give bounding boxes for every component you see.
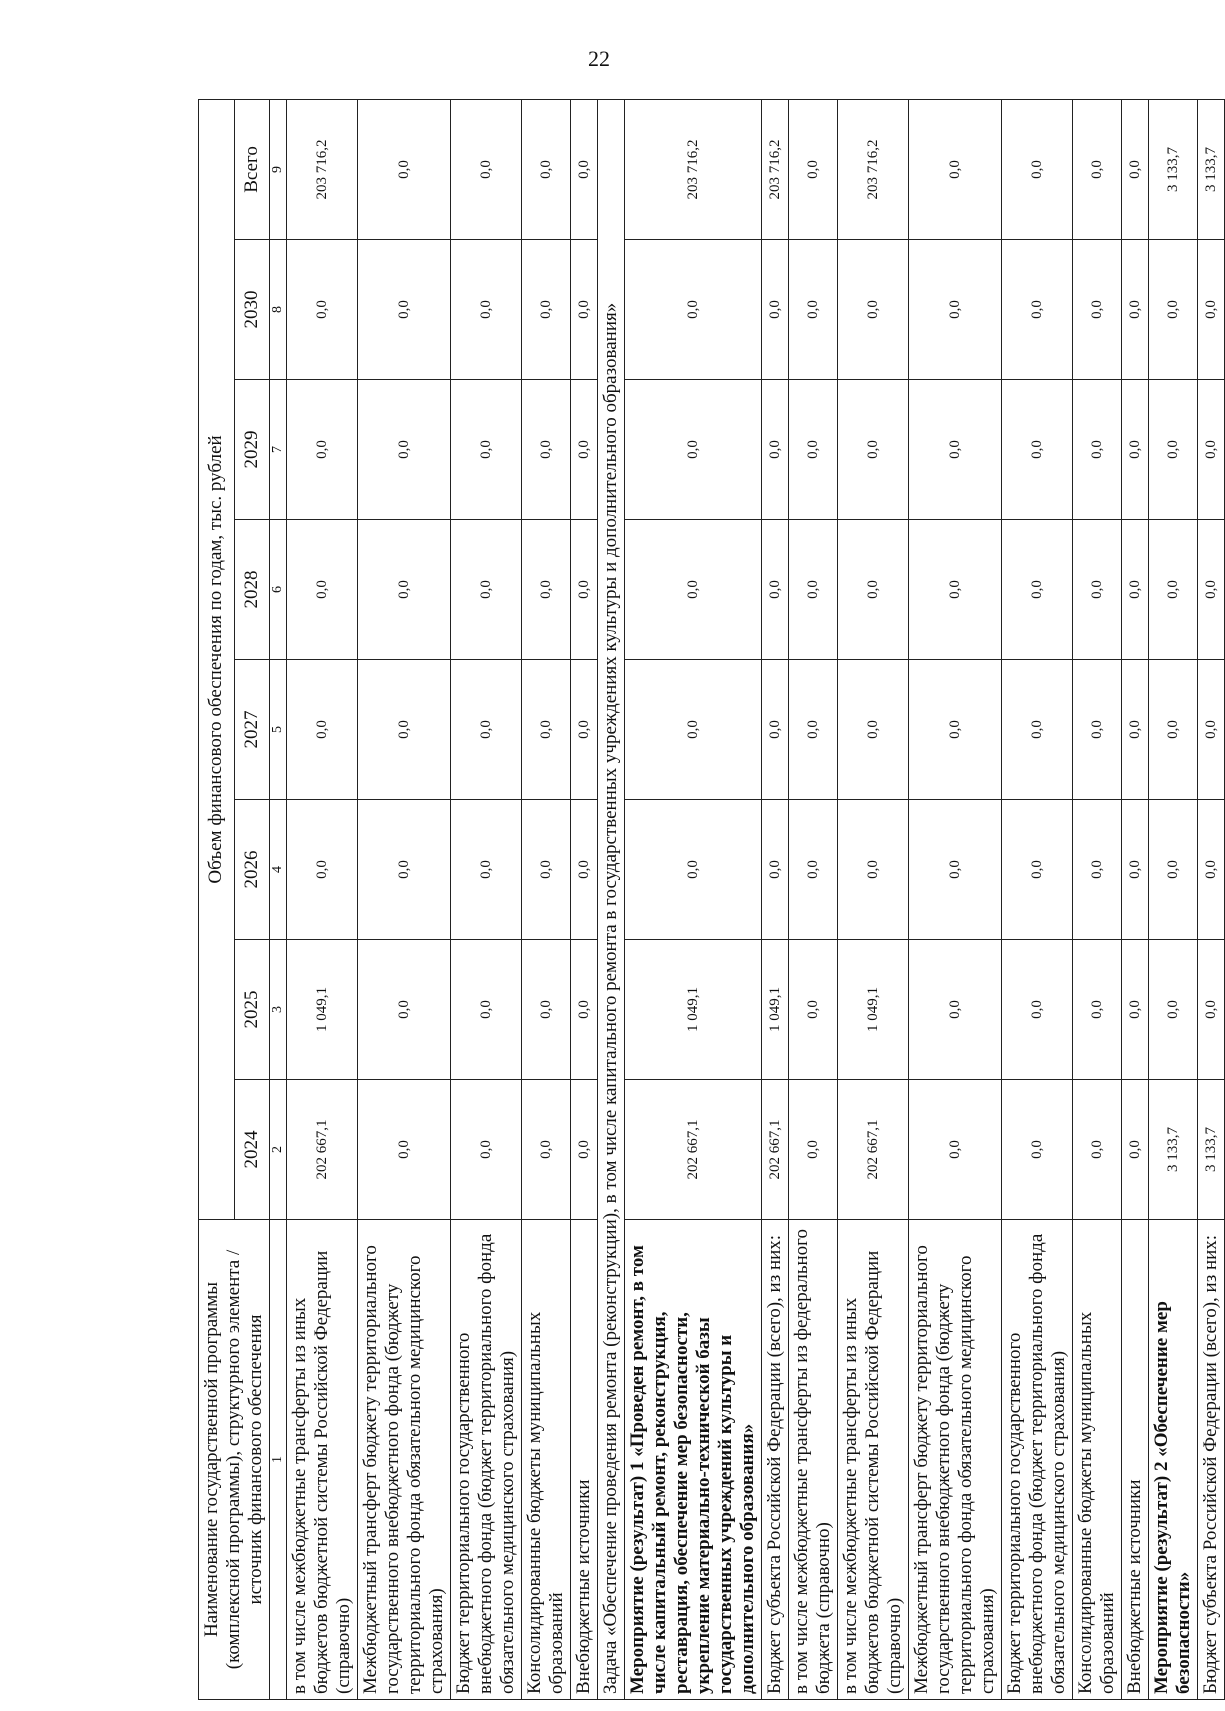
table-row bbox=[451, 99, 522, 1699]
total-cell: 3 133,7 bbox=[1149, 99, 1198, 239]
row-name: Внебюджетные источники bbox=[571, 1220, 598, 1700]
value-cell: 0,0 bbox=[762, 520, 789, 660]
value-cell: 0,0 bbox=[522, 1080, 571, 1220]
row-name: в том числе межбюджетные трансферты из иных бюджетов бюджетной системы Российской Федерации (справочно) bbox=[287, 1220, 358, 1700]
page-number: 22 bbox=[588, 46, 610, 71]
value-cell: 0,0 bbox=[571, 1080, 598, 1220]
value-cell: 0,0 bbox=[1073, 380, 1122, 520]
value-cell: 0,0 bbox=[1198, 660, 1225, 800]
value-cell: 0,0 bbox=[1073, 800, 1122, 940]
header-volume: Объем финансового обеспечения по годам, тыс. рублей bbox=[199, 99, 235, 1219]
value-cell: 0,0 bbox=[1122, 1080, 1149, 1220]
value-cell: 0,0 bbox=[1149, 940, 1198, 1080]
header-year: 2029 bbox=[234, 380, 270, 520]
header-year: 2026 bbox=[234, 800, 270, 940]
value-cell: 0,0 bbox=[1073, 240, 1122, 380]
value-cell: 0,0 bbox=[358, 660, 451, 800]
header-year: 2030 bbox=[234, 240, 270, 380]
header-name: Наименование государственной программы (комплексной программы), структурного элемента / источник финансового обеспечения bbox=[199, 1220, 270, 1700]
table-row bbox=[287, 99, 358, 1699]
value-cell: 0,0 bbox=[909, 800, 1002, 940]
value-cell: 202 667,1 bbox=[625, 1080, 762, 1220]
task-cell: Задача «Обеспечение проведения ремонта (реконструкции), в том числе капитального ремонта в государственных учреждениях культуры и дополнительного образования» bbox=[598, 99, 625, 1699]
total-cell: 0,0 bbox=[358, 99, 451, 239]
row-name: в том числе межбюджетные трансферты из федерального бюджета (справочно) bbox=[789, 1220, 838, 1700]
value-cell: 0,0 bbox=[1073, 1080, 1122, 1220]
value-cell: 0,0 bbox=[789, 380, 838, 520]
value-cell: 0,0 bbox=[1002, 520, 1073, 660]
value-cell: 202 667,1 bbox=[762, 1080, 789, 1220]
financing-table bbox=[198, 99, 1225, 1700]
value-cell: 0,0 bbox=[838, 660, 909, 800]
value-cell: 0,0 bbox=[838, 520, 909, 660]
table-row bbox=[1002, 99, 1073, 1699]
value-cell: 0,0 bbox=[451, 660, 522, 800]
value-cell: 0,0 bbox=[1073, 520, 1122, 660]
value-cell: 202 667,1 bbox=[287, 1080, 358, 1220]
value-cell: 0,0 bbox=[522, 940, 571, 1080]
value-cell: 0,0 bbox=[522, 660, 571, 800]
value-cell: 0,0 bbox=[571, 380, 598, 520]
value-cell: 0,0 bbox=[1002, 660, 1073, 800]
column-number: 3 bbox=[270, 940, 287, 1080]
header-year: 2025 bbox=[234, 940, 270, 1080]
value-cell: 0,0 bbox=[909, 660, 1002, 800]
row-name: Межбюджетный трансферт бюджету территориального государственного внебюджетного фонда (бюджету территориального фонда обязательного медицинского страхования) bbox=[909, 1220, 1002, 1700]
value-cell: 1 049,1 bbox=[287, 940, 358, 1080]
value-cell: 0,0 bbox=[789, 520, 838, 660]
value-cell: 0,0 bbox=[1122, 520, 1149, 660]
value-cell: 0,0 bbox=[1149, 520, 1198, 660]
value-cell: 0,0 bbox=[451, 1080, 522, 1220]
total-cell: 203 716,2 bbox=[762, 99, 789, 239]
total-cell: 0,0 bbox=[789, 99, 838, 239]
column-number: 9 bbox=[270, 99, 287, 239]
row-name: в том числе межбюджетные трансферты из иных бюджетов бюджетной системы Российской Федерации (справочно) bbox=[838, 1220, 909, 1700]
value-cell: 0,0 bbox=[1198, 520, 1225, 660]
total-cell: 0,0 bbox=[1002, 99, 1073, 239]
value-cell: 0,0 bbox=[451, 940, 522, 1080]
value-cell: 0,0 bbox=[625, 660, 762, 800]
table-row bbox=[1149, 99, 1198, 1699]
column-number: 4 bbox=[270, 800, 287, 940]
value-cell: 0,0 bbox=[1122, 940, 1149, 1080]
rotated-table-container bbox=[198, 100, 1221, 1700]
column-number: 6 bbox=[270, 520, 287, 660]
value-cell: 0,0 bbox=[571, 240, 598, 380]
value-cell: 0,0 bbox=[625, 520, 762, 660]
row-name: Консолидированные бюджеты муниципальных образований bbox=[1073, 1220, 1122, 1700]
value-cell: 0,0 bbox=[358, 800, 451, 940]
value-cell: 0,0 bbox=[522, 800, 571, 940]
table-row bbox=[571, 99, 598, 1699]
value-cell: 1 049,1 bbox=[838, 940, 909, 1080]
value-cell: 0,0 bbox=[287, 240, 358, 380]
value-cell: 0,0 bbox=[522, 380, 571, 520]
value-cell: 0,0 bbox=[522, 520, 571, 660]
header-year: 2027 bbox=[234, 660, 270, 800]
value-cell: 0,0 bbox=[838, 240, 909, 380]
value-cell: 0,0 bbox=[1149, 380, 1198, 520]
header-year: 2028 bbox=[234, 520, 270, 660]
table-row bbox=[838, 99, 909, 1699]
table-row bbox=[789, 99, 838, 1699]
value-cell: 0,0 bbox=[1198, 800, 1225, 940]
value-cell: 0,0 bbox=[287, 660, 358, 800]
row-name: Мероприятие (результат) 2 «Обеспечение мер безопасности» bbox=[1149, 1220, 1198, 1700]
value-cell: 0,0 bbox=[1149, 660, 1198, 800]
value-cell: 0,0 bbox=[625, 240, 762, 380]
value-cell: 0,0 bbox=[1198, 240, 1225, 380]
table-row bbox=[522, 99, 571, 1699]
value-cell: 0,0 bbox=[789, 1080, 838, 1220]
value-cell: 0,0 bbox=[358, 940, 451, 1080]
value-cell: 0,0 bbox=[1149, 240, 1198, 380]
value-cell: 0,0 bbox=[1002, 940, 1073, 1080]
value-cell: 0,0 bbox=[1149, 800, 1198, 940]
row-name: Бюджет территориального государственного внебюджетного фонда (бюджет территориального фонда обязательного медицинского страхования) bbox=[1002, 1220, 1073, 1700]
value-cell: 0,0 bbox=[451, 240, 522, 380]
value-cell: 0,0 bbox=[909, 940, 1002, 1080]
row-name: Межбюджетный трансферт бюджету территориального государственного внебюджетного фонда (бюджету территориального фонда обязательного медицинского страхования) bbox=[358, 1220, 451, 1700]
value-cell: 0,0 bbox=[625, 380, 762, 520]
value-cell: 0,0 bbox=[1122, 380, 1149, 520]
row-name: Бюджет территориального государственного внебюджетного фонда (бюджет территориального фонда обязательного медицинского страхования) bbox=[451, 1220, 522, 1700]
value-cell: 1 049,1 bbox=[625, 940, 762, 1080]
column-number: 7 bbox=[270, 380, 287, 520]
value-cell: 0,0 bbox=[1073, 660, 1122, 800]
row-name: Консолидированные бюджеты муниципальных образований bbox=[522, 1220, 571, 1700]
total-cell: 0,0 bbox=[571, 99, 598, 239]
value-cell: 202 667,1 bbox=[838, 1080, 909, 1220]
value-cell: 0,0 bbox=[287, 520, 358, 660]
value-cell: 0,0 bbox=[909, 240, 1002, 380]
column-number: 2 bbox=[270, 1080, 287, 1220]
value-cell: 0,0 bbox=[762, 660, 789, 800]
row-name: Бюджет субъекта Российской Федерации (всего), из них: bbox=[1198, 1220, 1225, 1700]
value-cell: 0,0 bbox=[571, 520, 598, 660]
total-cell: 0,0 bbox=[451, 99, 522, 239]
value-cell: 0,0 bbox=[571, 800, 598, 940]
table-row bbox=[909, 99, 1002, 1699]
value-cell: 0,0 bbox=[909, 1080, 1002, 1220]
value-cell: 0,0 bbox=[571, 660, 598, 800]
value-cell: 0,0 bbox=[789, 940, 838, 1080]
total-cell: 0,0 bbox=[1073, 99, 1122, 239]
value-cell: 0,0 bbox=[1198, 940, 1225, 1080]
value-cell: 0,0 bbox=[789, 240, 838, 380]
value-cell: 0,0 bbox=[358, 240, 451, 380]
value-cell: 0,0 bbox=[451, 520, 522, 660]
value-cell: 0,0 bbox=[909, 520, 1002, 660]
value-cell: 1 049,1 bbox=[762, 940, 789, 1080]
value-cell: 0,0 bbox=[762, 380, 789, 520]
row-name: Бюджет субъекта Российской Федерации (всего), из них: bbox=[762, 1220, 789, 1700]
total-cell: 0,0 bbox=[1122, 99, 1149, 239]
value-cell: 0,0 bbox=[838, 380, 909, 520]
row-name: Мероприятие (результат) 1 «Проведен ремонт, в том числе капитальный ремонт, реконструкция, реставрация, обеспечение мер безопасности, укрепление материально-технической базы государственных учреждений культуры и дополнительного образования» bbox=[625, 1220, 762, 1700]
table-row bbox=[358, 99, 451, 1699]
value-cell: 0,0 bbox=[451, 800, 522, 940]
value-cell: 0,0 bbox=[1002, 800, 1073, 940]
table-row bbox=[625, 99, 762, 1699]
value-cell: 0,0 bbox=[358, 380, 451, 520]
value-cell: 0,0 bbox=[358, 1080, 451, 1220]
header-total: Всего bbox=[234, 99, 270, 239]
total-cell: 203 716,2 bbox=[625, 99, 762, 239]
column-number: 8 bbox=[270, 240, 287, 380]
task-row bbox=[598, 99, 625, 1699]
value-cell: 0,0 bbox=[625, 800, 762, 940]
total-cell: 203 716,2 bbox=[287, 99, 358, 239]
table-body bbox=[287, 99, 1225, 1699]
value-cell: 0,0 bbox=[1122, 240, 1149, 380]
value-cell: 0,0 bbox=[1122, 660, 1149, 800]
value-cell: 0,0 bbox=[571, 940, 598, 1080]
value-cell: 0,0 bbox=[838, 800, 909, 940]
value-cell: 0,0 bbox=[1073, 940, 1122, 1080]
value-cell: 0,0 bbox=[1002, 1080, 1073, 1220]
total-cell: 3 133,7 bbox=[1198, 99, 1225, 239]
value-cell: 0,0 bbox=[789, 660, 838, 800]
value-cell: 0,0 bbox=[287, 380, 358, 520]
value-cell: 3 133,7 bbox=[1198, 1080, 1225, 1220]
value-cell: 0,0 bbox=[451, 380, 522, 520]
value-cell: 0,0 bbox=[762, 800, 789, 940]
value-cell: 0,0 bbox=[358, 520, 451, 660]
table-row bbox=[1073, 99, 1122, 1699]
value-cell: 0,0 bbox=[762, 240, 789, 380]
table-row bbox=[1122, 99, 1149, 1699]
header-year: 2024 bbox=[234, 1080, 270, 1220]
value-cell: 0,0 bbox=[1002, 240, 1073, 380]
value-cell: 0,0 bbox=[909, 380, 1002, 520]
column-number: 5 bbox=[270, 660, 287, 800]
total-cell: 203 716,2 bbox=[838, 99, 909, 239]
total-cell: 0,0 bbox=[522, 99, 571, 239]
row-name: Внебюджетные источники bbox=[1122, 1220, 1149, 1700]
value-cell: 0,0 bbox=[1002, 380, 1073, 520]
value-cell: 0,0 bbox=[522, 240, 571, 380]
value-cell: 0,0 bbox=[1122, 800, 1149, 940]
value-cell: 0,0 bbox=[789, 800, 838, 940]
table-row bbox=[762, 99, 789, 1699]
column-number: 1 bbox=[270, 1220, 287, 1700]
value-cell: 0,0 bbox=[1198, 380, 1225, 520]
total-cell: 0,0 bbox=[909, 99, 1002, 239]
value-cell: 0,0 bbox=[287, 800, 358, 940]
value-cell: 3 133,7 bbox=[1149, 1080, 1198, 1220]
table-row bbox=[1198, 99, 1225, 1699]
